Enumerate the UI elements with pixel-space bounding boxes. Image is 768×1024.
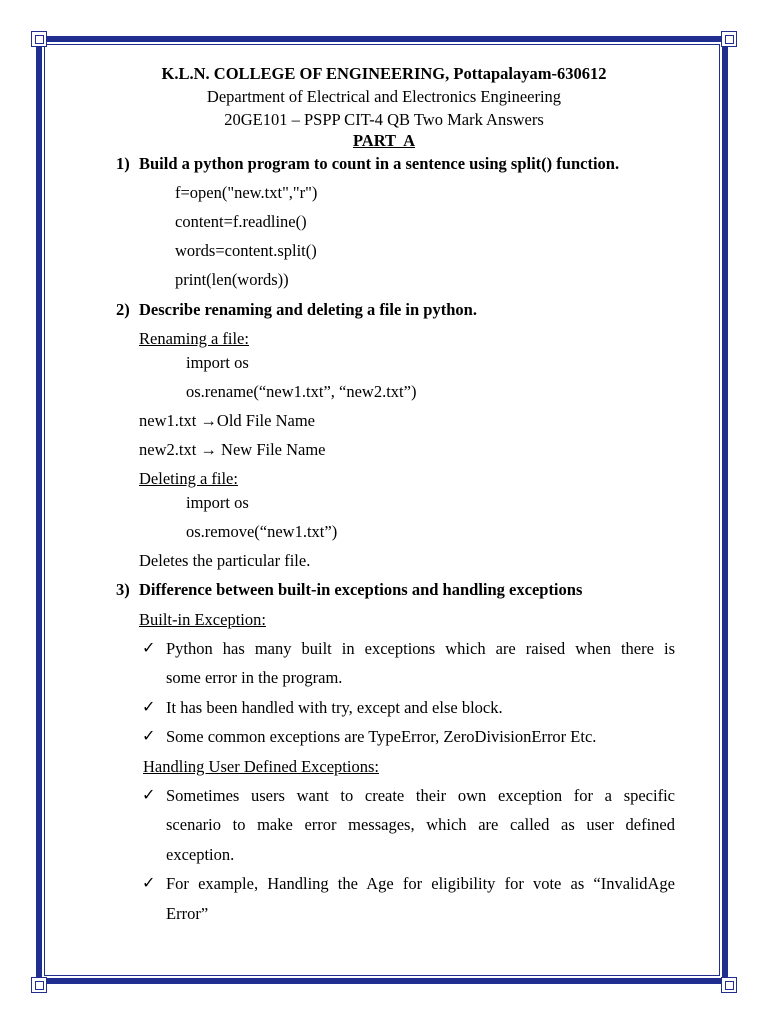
- question-number: 1): [116, 154, 130, 173]
- code-line: f=open("new.txt","r"): [175, 183, 318, 202]
- border-corner-ornament: [721, 977, 737, 993]
- question-title: Difference between built-in exceptions and handling exceptions: [139, 580, 583, 599]
- college-name: K.L.N. COLLEGE OF ENGINEERING, Pottapalayam-630612: [161, 64, 607, 83]
- code-line: os.rename(“new1.txt”, “new2.txt”): [186, 382, 417, 401]
- check-icon: ✓: [142, 728, 156, 745]
- bullet-text: For example, Handling the Age for eligibility for vote as “InvalidAge: [166, 874, 675, 893]
- section-heading: Built-in Exception:: [139, 610, 266, 629]
- explanation-line: new2.txt → New File Name: [139, 440, 326, 459]
- code-line: print(len(words)): [175, 270, 289, 289]
- bullet-text: some error in the program.: [166, 668, 343, 687]
- bullet-text: It has been handled with try, except and else block.: [166, 698, 503, 717]
- border-corner-ornament: [31, 977, 47, 993]
- question-title: Describe renaming and deleting a file in python.: [139, 300, 477, 319]
- question-title: Build a python program to count in a sentence using split() function.: [139, 154, 620, 173]
- bullet-text: exception.: [166, 845, 235, 864]
- code-line: words=content.split(): [175, 241, 317, 260]
- code-line: content=f.readline(): [175, 212, 307, 231]
- part-heading: PART A: [352, 131, 416, 150]
- check-icon: ✓: [142, 699, 156, 716]
- page-border-inner: [44, 44, 720, 976]
- bullet-text: Error”: [166, 904, 209, 923]
- bullet-text: scenario to make error messages, which are called as user defined: [166, 815, 675, 834]
- course-title: 20GE101 – PSPP CIT-4 QB Two Mark Answers: [224, 110, 544, 129]
- explanation-line: new1.txt →Old File Name: [139, 411, 315, 430]
- check-icon: ✓: [142, 640, 156, 657]
- bullet-text: Python has many built in exceptions which are raised when there is: [166, 639, 675, 658]
- department-name: Department of Electrical and Electronics Engineering: [206, 87, 562, 106]
- bullet-text: Some common exceptions are TypeError, ZeroDivisionError Etc.: [166, 727, 597, 746]
- code-line: os.remove(“new1.txt”): [186, 522, 338, 541]
- bullet-text: Sometimes users want to create their own exception for a specific: [166, 786, 675, 805]
- code-line: import os: [186, 493, 249, 512]
- check-icon: ✓: [142, 875, 156, 892]
- question-number: 3): [116, 580, 130, 599]
- question-number: 2): [116, 300, 130, 319]
- border-corner-ornament: [31, 31, 47, 47]
- explanation-line: Deletes the particular file.: [139, 551, 311, 570]
- code-line: import os: [186, 353, 249, 372]
- border-corner-ornament: [721, 31, 737, 47]
- section-heading: Renaming a file:: [139, 329, 249, 348]
- section-heading: Deleting a file:: [139, 469, 238, 488]
- check-icon: ✓: [142, 787, 156, 804]
- section-heading: Handling User Defined Exceptions:: [143, 757, 379, 776]
